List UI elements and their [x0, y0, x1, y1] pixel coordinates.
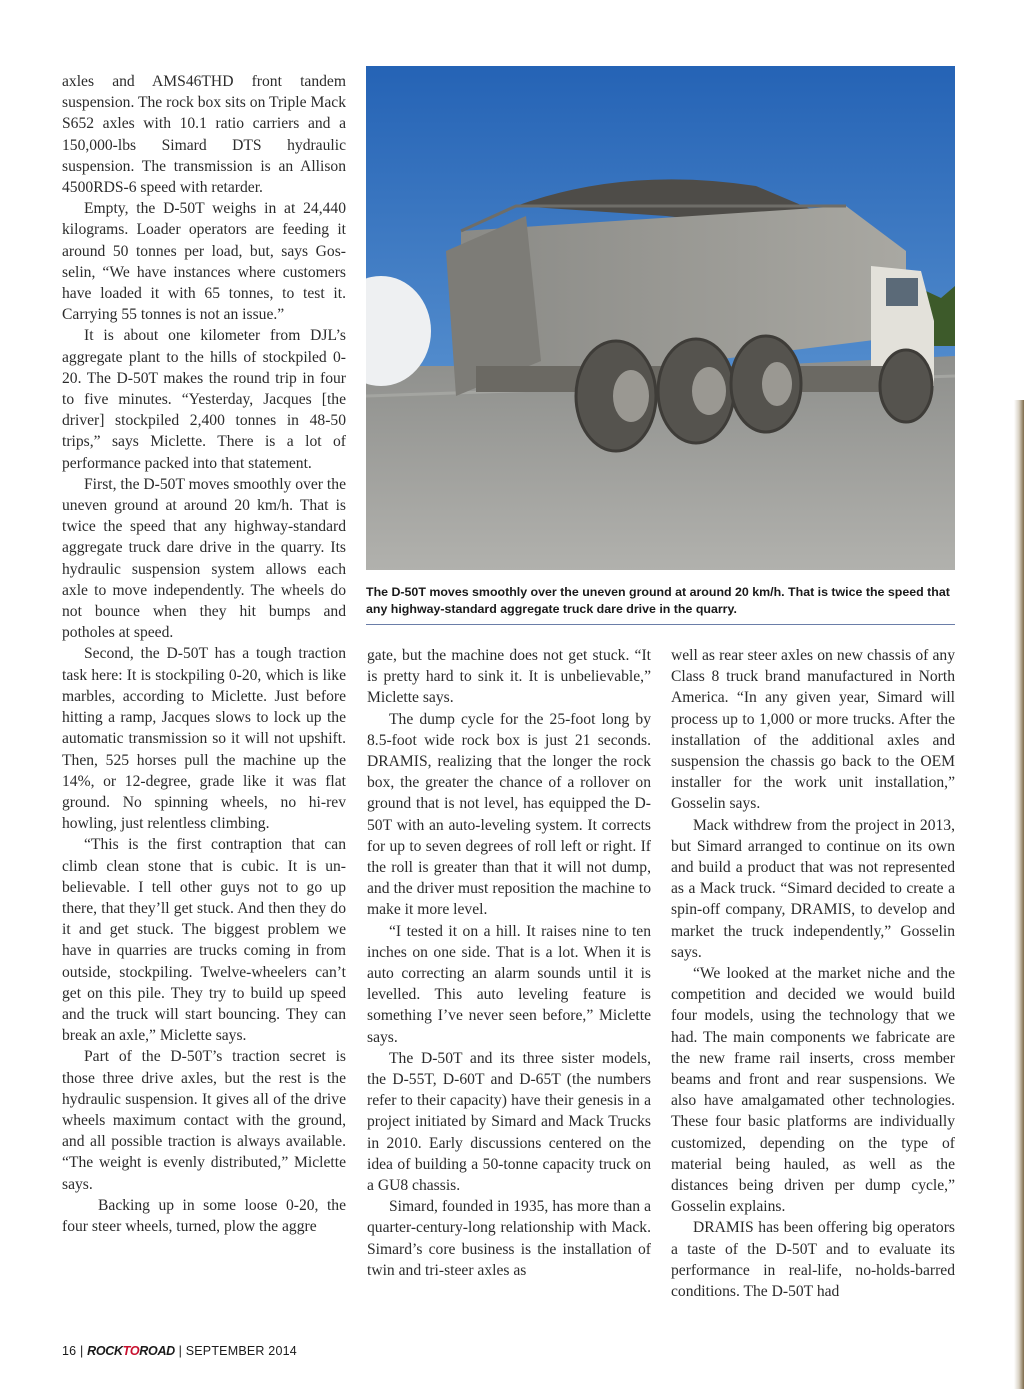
paragraph: Second, the D-50T has a tough traction task here: It is stockpiling 0-20, which is like marbles, according to Miclette. Just before hitting a ramp, Jacques slows to lock up the automatic transmission so it will not upshift. Then, 525 horses pull the machine up the 14%, or 12-degree, grade like it was flat ground. No spinning wheels, no hi-rev howling, just relentless climbing.: [62, 645, 346, 833]
paragraph: Empty, the D-50T weighs in at 24,440 kilograms. Loader operators are feeding it around 50 tonnes per load, but, says Gosselin, “We have instances where customers have loaded it with 65 tonnes, to test it. Carrying 55 tonnes is not an issue.”: [62, 200, 346, 324]
paragraph: axles and AMS46THD front tandem suspension. The rock box sits on Triple Mack S652 axles with 10.1 ratio carriers and a 150,000-lbs Simard DTS hydraulic suspension. The transmission is an Allison 4500RDS-6 speed with retarder.: [62, 73, 346, 197]
page-number: 16: [62, 1344, 77, 1358]
adjacent-page-edge: [1014, 400, 1024, 1389]
article-column-3: [671, 645, 955, 1302]
paragraph: It is about one kilometer from DJL’s aggregate plant to the hills of stockpiled 0-20. The D-50T makes the round trip in four to five minutes. “Yesterday, Jacques [the driver] stockpiled 2,400 tonnes in 48-50 trips,” says Miclette. There is a lot of performance packed into that statement.: [62, 327, 346, 472]
magazine-logo: ROCKTOROAD: [87, 1344, 175, 1358]
paragraph: First, the D-50T moves smoothly over the uneven ground at around 20 km/h. That is twice the speed that any highway-standard aggregate truck dare drive in the quarry. Its hydraulic suspension system allows each axle to move independently. The wheels do not bounce when they hit bumps and potholes at speed.: [62, 475, 346, 642]
paragraph: “This is the first contraption that can climb clean stone that is cubic. It is unbelievable. I tell other guys not to go up there, that they’ll get stuck. And then they do it and get stuck. The biggest problem we have in quarries are trucks coming in from outside, stockpiling. Twelve-wheelers can’t get on this pile. They try to build up speed and the truck will start bouncing. They can break an axle,” Miclette says.: [62, 836, 346, 1045]
paragraph: DRAMIS has been offering big operators a taste of the D-50T and to evaluate its performance in real-life, no-holds-barred conditions. The D-50T had: [671, 1219, 955, 1301]
paragraph: “I tested it on a hill. It raises nine to ten inches on one side. That is a lot. When it is auto correcting an alarm sounds until it is levelled. This auto leveling feature is something I’ve never seen before,” Miclette says.: [367, 922, 651, 1046]
footer-separator: |: [80, 1344, 84, 1358]
paragraph: Simard, founded in 1935, has more than a quarter-century-long relationship with Mack. Simard’s core business is the installation of twin and tri-steer axles as: [367, 1198, 651, 1279]
truck-photo: [366, 66, 955, 570]
caption-divider: [366, 624, 955, 625]
paragraph: well as rear steer axles on new chassis of any Class 8 truck brand manufactured in North America. “In any given year, Simard will process up to 1,000 or more trucks. After the installation of the additional axles and suspension the chassis go back to the OEM installer for the work unit installation,” Gosselin says.: [671, 647, 955, 813]
paragraph: Part of the D-50T’s traction secret is those three drive axles, but the rest is the hydraulic suspension. It gives all of the drive wheels maximum contact with the ground, and all possible traction is always available. “The weight is evenly distributed,” Miclette says.: [62, 1048, 346, 1193]
issue-date: SEPTEMBER 2014: [185, 1344, 297, 1358]
paragraph: The D-50T and its three sister models, the D-55T, D-60T and D-65T (the numbers refer to their capacity) have their genesis in a project initiated by Simard and Mack Trucks in 2010. Early discussions centered on the idea of building a 50-tonne capacity truck on a GU8 chassis.: [367, 1049, 651, 1195]
paragraph: The dump cycle for the 25-foot long by 8.5-foot wide rock box is just 21 seconds. DRAMIS, realizing that the longer the rock box, the greater the chance of a rollover on ground that is not level, has equipped the D-50T with an auto-leveling system. It corrects for up to seven degrees of roll left or right. If the roll is greater than that it will not dump, and the driver must reposition the machine to make it more level.: [367, 710, 651, 919]
photo-caption: The D-50T moves smoothly over the uneven ground at around 20 km/h. That is twice the speed that any highway-standard aggregate truck dare drive in the quarry.: [366, 585, 950, 616]
article-column-1: [62, 71, 346, 1237]
article-column-2: [367, 645, 651, 1281]
footer-separator: |: [178, 1344, 183, 1358]
paragraph: Mack withdrew from the project in 2013, but Simard arranged to continue on its own and build a product that was not represented as a Mack truck. “Simard decided to create a spin-off company, DRAMIS, to develop and market the truck independently,” Gosselin says.: [671, 816, 955, 961]
paragraph: Backing up in some loose 0-20, the four steer wheels, turned, plow the aggre: [62, 1196, 346, 1235]
page-footer: [62, 1344, 297, 1358]
paragraph: “We looked at the market niche and the competition and decided we would build four models, using the technology that we had. The main components we fabricate are the new frame rail inserts, cross member beams and front and rear suspensions. We also have amalgamated other technologies. These four basic platforms are individually customized, depending on the type of material being hauled, as well as the distances being driven per dump cycle,” Gosselin explains.: [671, 965, 955, 1216]
paragraph: gate, but the machine does not get stuck. “It is pretty hard to sink it. It is unbelievable,” Miclette says.: [367, 647, 651, 707]
